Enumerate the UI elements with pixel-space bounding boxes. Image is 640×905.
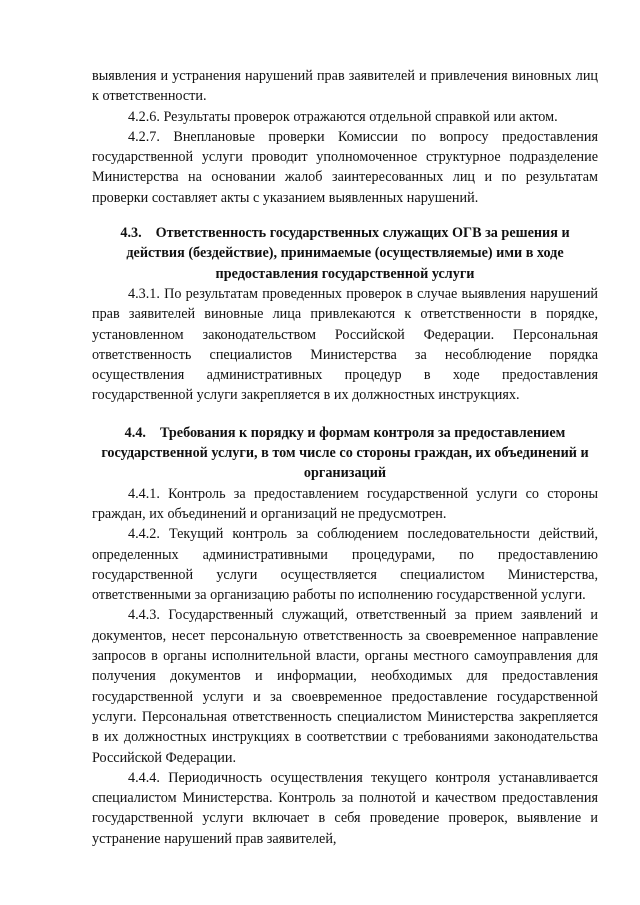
section-heading-4-4 [92, 423, 598, 484]
section-number-4-4: 4.4. [124, 424, 146, 441]
paragraph-4-4-2: 4.4.2. Текущий контроль за соблюдением последовательности действий, определенных административными процедурами, по предоставлению государственной услуги осуществляется специалистом Министерства, ответственными за организацию работы по исполнению государственной услуги. [92, 526, 598, 604]
document-page [92, 66, 598, 849]
paragraph-4-4-4: 4.4.4. Периодичность осуществления текущего контроля устанавливается специалистом Министерства. Контроль за полнотой и качеством предоставления государственной услуги включает в себя проведение проверок, выявление и устранение нарушений прав заявителей, [92, 769, 598, 847]
section-title-4-4: Требования к порядку и формам контроля за предоставлением государственной услуги, в том числе со стороны граждан, их объединений и организаций [101, 424, 589, 482]
section-title-4-3: Ответственность государственных служащих ОГВ за решения и действия (бездействие), принимаемые (осуществляемые) ими в ходе предоставления государственной услуги [126, 225, 570, 282]
paragraph-4-4-1: 4.4.1. Контроль за предоставлением государственной услуги со стороны граждан, их объединений и организаций не предусмотрен. [92, 485, 598, 522]
section-heading-4-3 [92, 223, 598, 284]
paragraph-4-2-6: 4.2.6. Результаты проверок отражаются отдельной справкой или актом. [128, 108, 558, 125]
paragraph-4-3-1: 4.3.1. По результатам проведенных проверок в случае выявления нарушений прав заявителей виновные лица привлекаются к ответственности в порядке, установленном законодательством Российской Федерации. Персональная ответственность специалистов Министерства за несоблюдение порядка осуществления административных процедур в ходе предоставления государственной услуги закрепляется в их должностных инструкциях. [92, 285, 598, 404]
paragraph-continuation: выявления и устранения нарушений прав заявителей и привлечения виновных лиц к ответственности. [92, 68, 598, 105]
paragraph-4-2-7: 4.2.7. Внеплановые проверки Комиссии по вопросу предоставления государственной услуги проводит уполномоченное структурное подразделение Министерства на основании жалоб заинтересованных лиц и по результатам проверки составляет акты с указанием выявленных нарушений. [92, 128, 598, 206]
section-number-4-3: 4.3. [120, 225, 142, 242]
paragraph-4-4-3: 4.4.3. Государственный служащий, ответственный за прием заявлений и документов, несет персональную ответственность за своевременное направление запросов в органы исполнительной власти, органы местного самоуправления для получения документов и информации, необходимых для предоставления государственной услуги и за своевременное предоставление государственной услуги. Персональная ответственность специалистом Министерства закрепляется в их должностных инструкциях в соответствии с требованиями законодательства Российской Федерации. [92, 607, 598, 766]
